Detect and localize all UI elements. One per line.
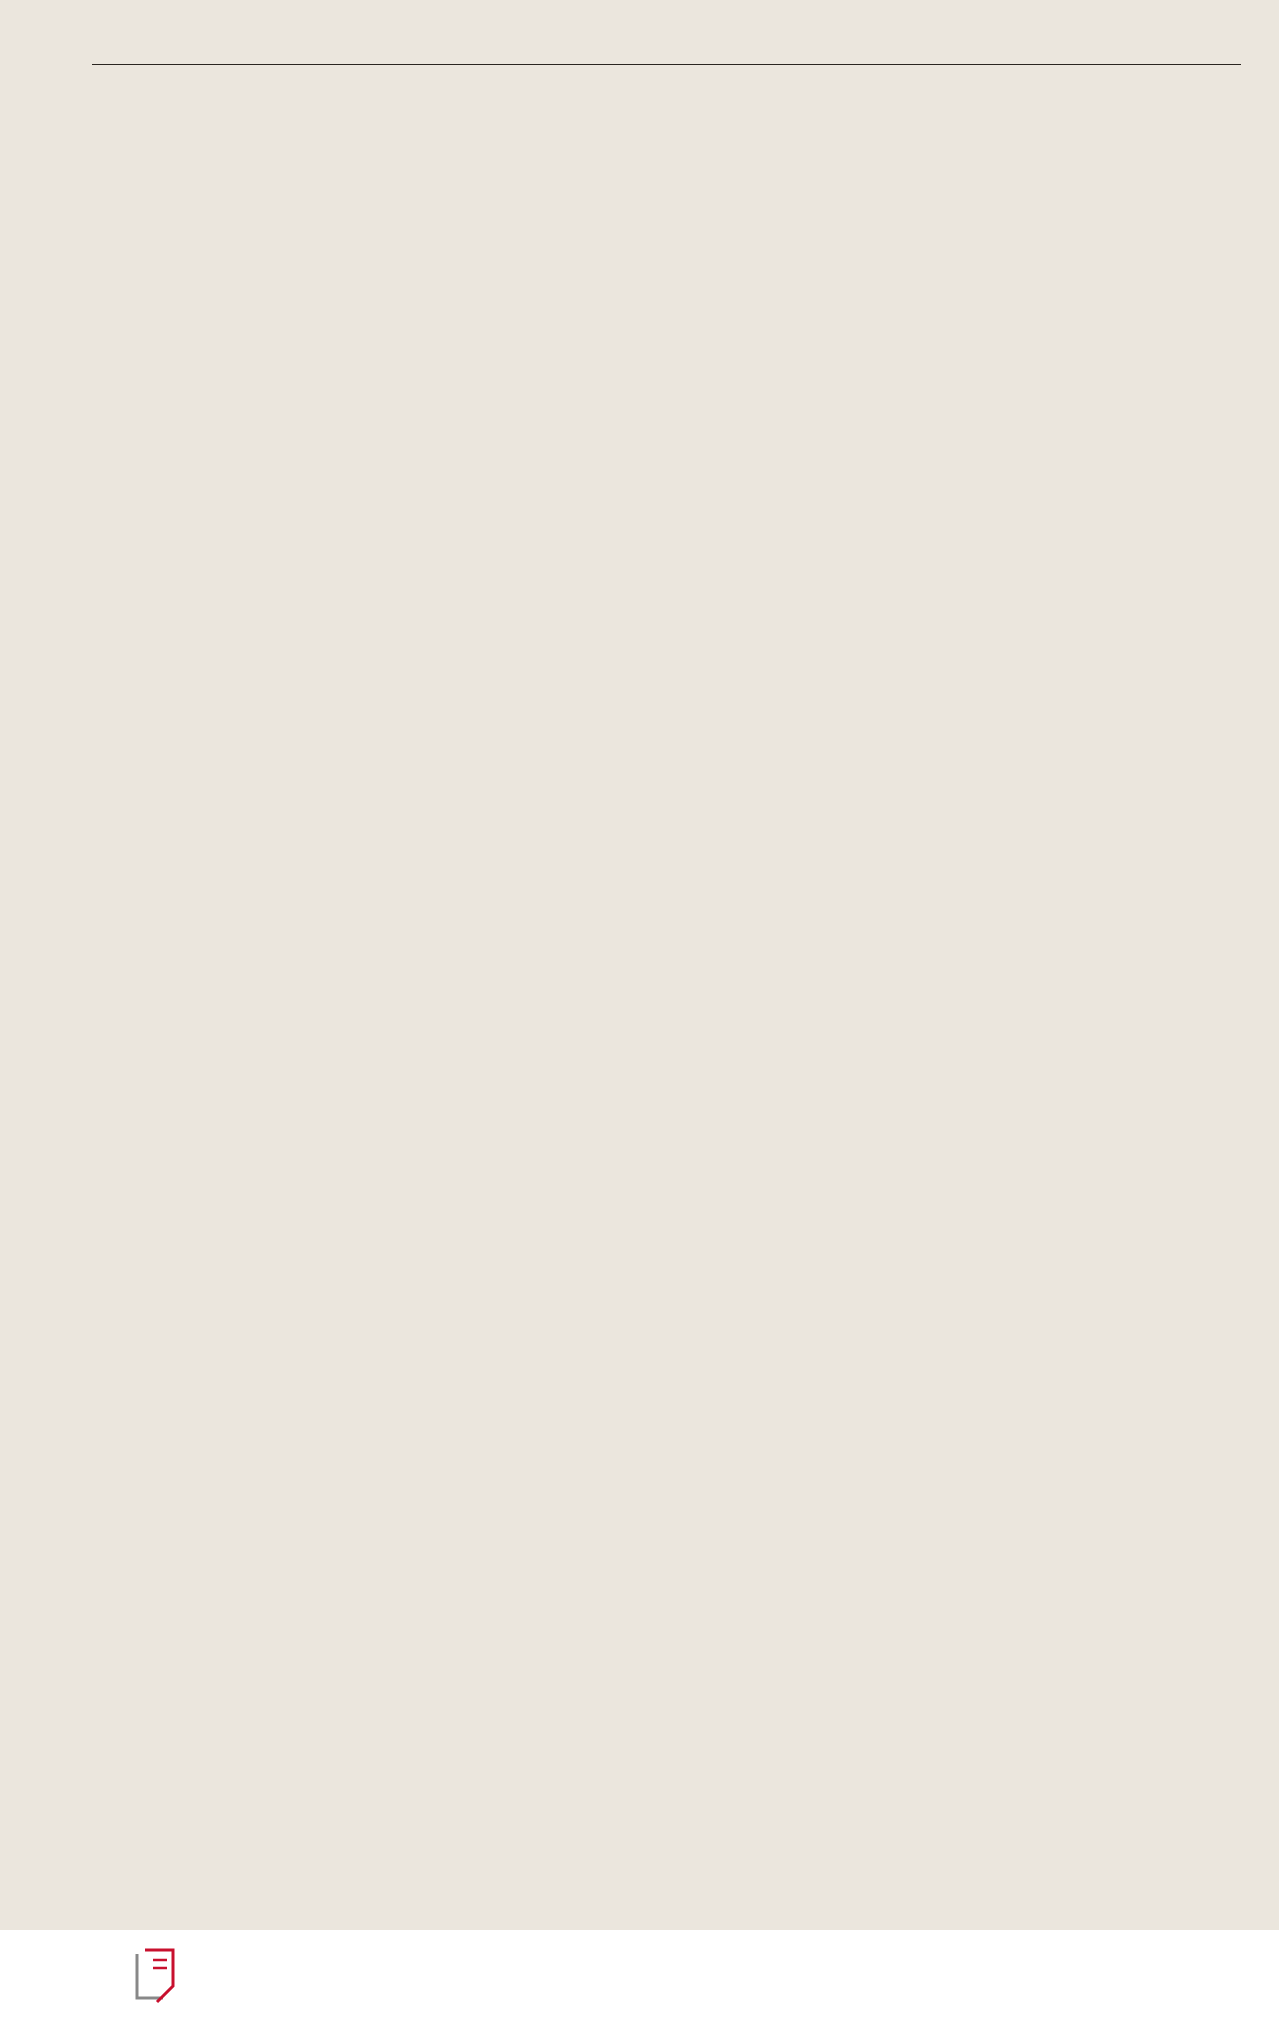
library-mark-icon	[133, 1946, 177, 2006]
footer-bar	[0, 1930, 1279, 2026]
running-header	[92, 30, 1241, 65]
